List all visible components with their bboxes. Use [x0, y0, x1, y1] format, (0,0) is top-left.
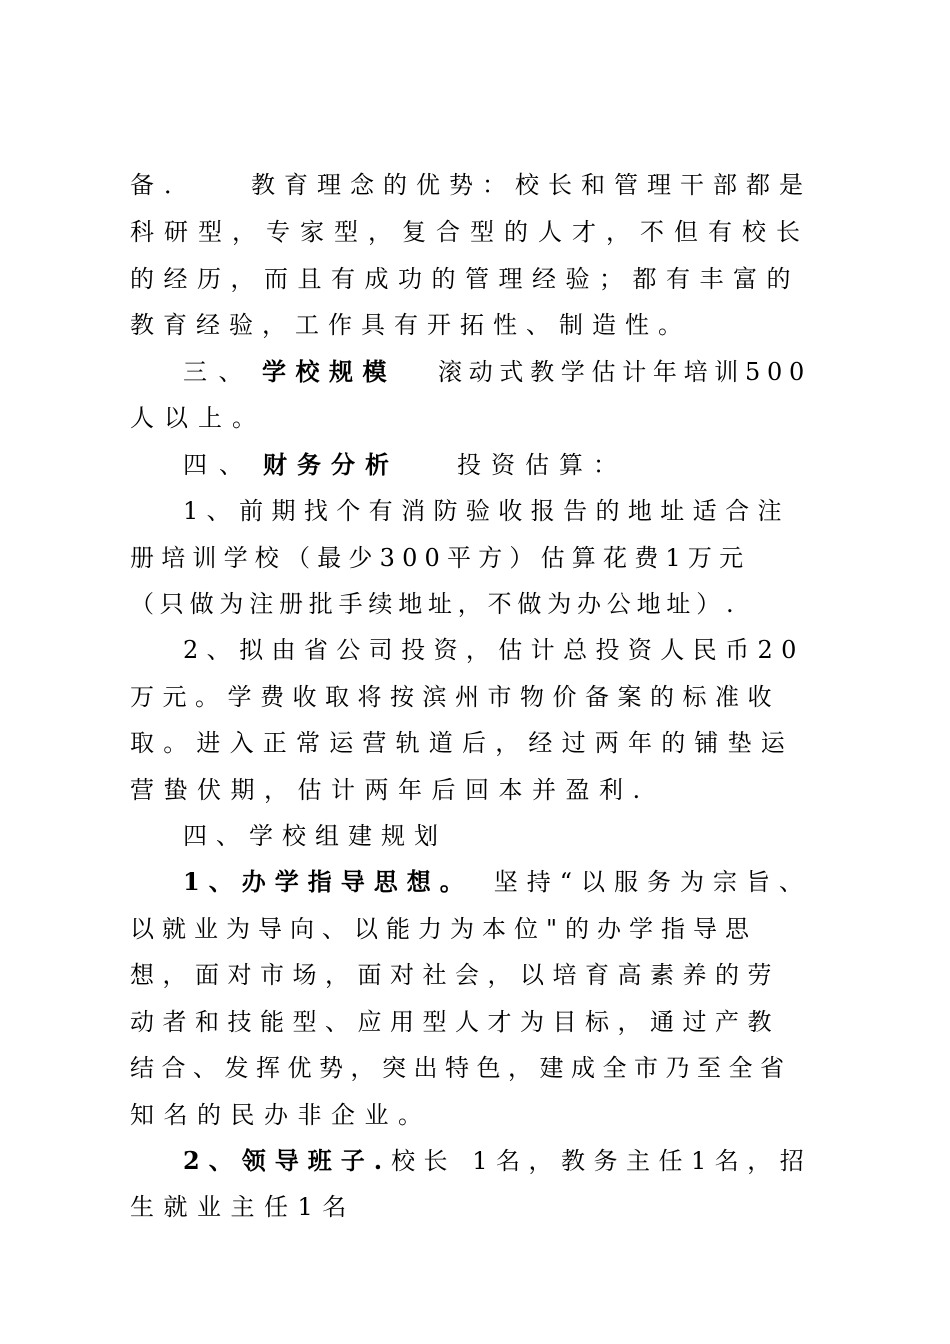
text-line [130, 395, 812, 441]
text-line [130, 999, 812, 1045]
section-title: 学校规模 [262, 357, 396, 386]
section-heading-line [183, 349, 812, 395]
text-line [130, 767, 812, 813]
text-line [183, 488, 812, 534]
text-fragment: 校长 1名，教务主任1名，招 [391, 1147, 813, 1175]
text-fragment: 想，面对市场，面对社会，以培育高素养的劳 [130, 961, 780, 989]
text-line [130, 906, 812, 952]
text-fragment: 2、拟由省公司投资，估计总投资人民币20 [183, 636, 805, 664]
text-fragment: 取。进入正常运营轨道后，经过两年的铺垫运 [130, 729, 794, 757]
text-fragment: 科研型，专家型，复合型的人才，不但有校长 [130, 218, 810, 246]
text-fragment: 营蛰伏期，估计两年后回本并盈利. [130, 776, 650, 804]
text-line [130, 162, 812, 208]
section-title: 1、办学指导思想。 [183, 867, 473, 896]
text-fragment: 教育经验，工作具有开拓性、制造性。 [130, 311, 691, 339]
text-line [130, 1045, 812, 1091]
text-fragment: 万元。学费收取将按滨州市物价备案的标准收 [130, 683, 780, 711]
text-fragment: 备． [130, 171, 198, 199]
text-fragment: 1、前期找个有消防验收报告的地址适合注 [183, 497, 790, 525]
text-fragment: （只做为注册批手续地址，不做为办公地址）. [130, 590, 740, 618]
text-fragment: 生就业主任1名 [130, 1193, 356, 1221]
text-line [130, 1092, 812, 1138]
text-line [130, 1184, 812, 1230]
text-line [130, 674, 812, 720]
text-line [130, 535, 812, 581]
text-line [130, 302, 812, 348]
text-line [130, 581, 812, 627]
text-fragment: 结合、发挥优势，突出特色，建成全市乃至全省 [130, 1054, 792, 1082]
section-title: 2、领导班子. [183, 1146, 392, 1175]
section-number: 四、 [183, 451, 255, 479]
text-fragment: 知名的民办非企业。 [130, 1101, 432, 1129]
text-fragment: 册培训学校（最少300平方）估算花费1万元 [130, 544, 751, 572]
text-fragment: 动者和技能型、应用型人才为目标，通过产教 [130, 1008, 780, 1036]
section-heading: 四、学校组建规划 [183, 822, 447, 850]
section-heading-line [183, 442, 812, 488]
text-fragment: 人以上。 [130, 404, 266, 432]
text-fragment: 以就业为导向、以能力为本位"的办学指导思 [130, 915, 758, 943]
text-fragment: 的经历，而且有成功的管理经验；都有丰富的 [130, 265, 800, 293]
section-number: 三、 [183, 358, 254, 386]
text-line [130, 256, 812, 302]
text-line [130, 952, 812, 998]
text-fragment: 教育理念的优势：校长和管理干部都是 [251, 171, 812, 199]
text-fragment: 滚动式教学估计年培训500 [438, 358, 811, 386]
section-title: 财务分析 [263, 450, 399, 479]
text-fragment: 投资估算： [457, 451, 627, 479]
text-line [130, 720, 812, 766]
text-line [183, 1138, 812, 1184]
text-line [183, 627, 812, 673]
text-line [130, 209, 812, 255]
section-heading-line [183, 813, 812, 859]
text-fragment: 坚持“以服务为宗旨、 [493, 868, 812, 896]
text-line [183, 859, 812, 905]
